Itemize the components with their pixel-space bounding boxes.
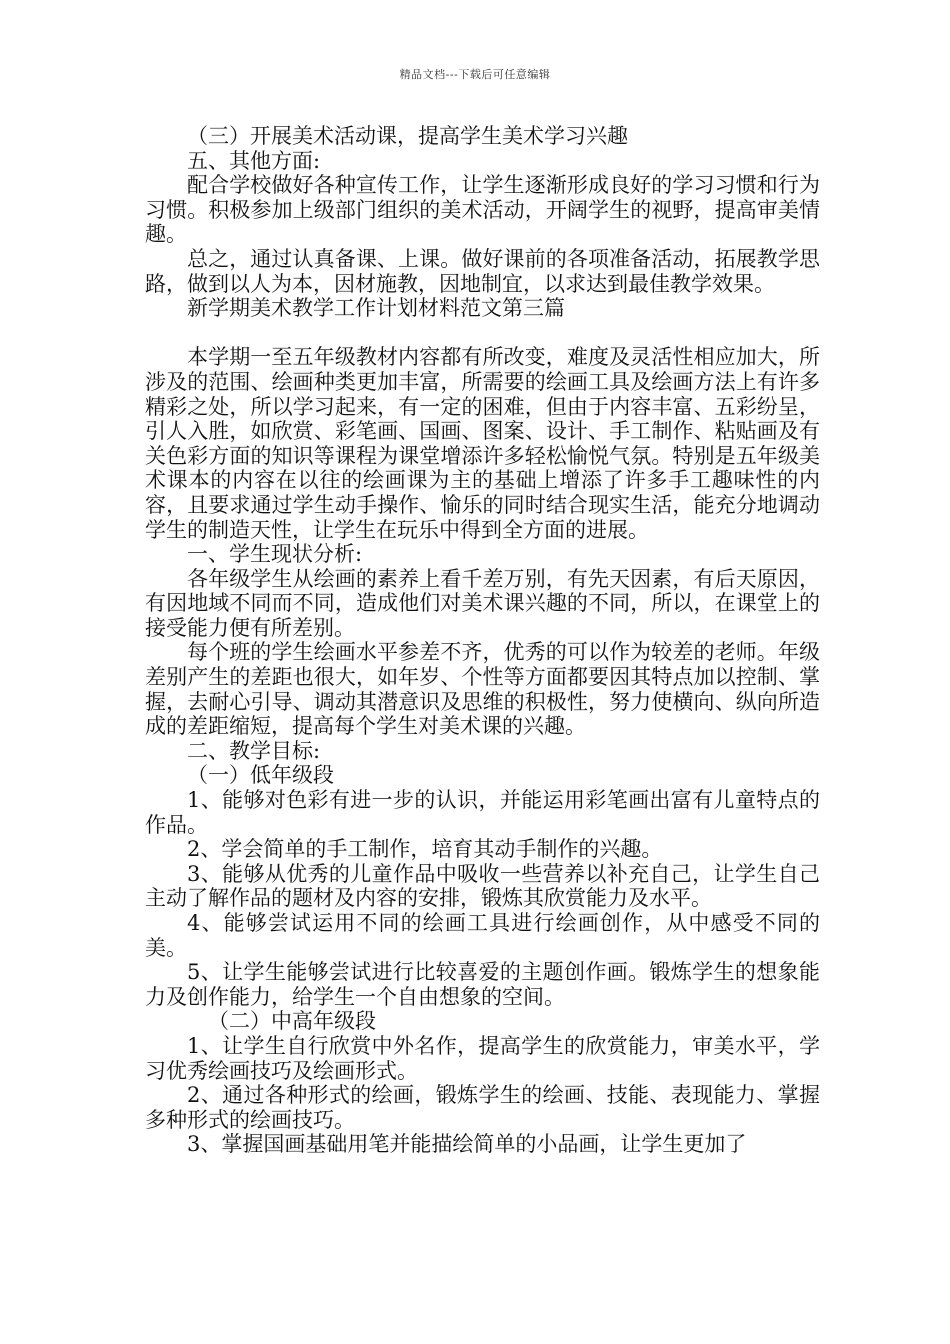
paragraph: 总之，通过认真备课、上课。做好课前的各项准备活动，拓展教学思路，做到以人为本，因材施教，因地制宜，以求达到最佳教学效果。 <box>145 246 820 296</box>
subsection-heading: （二）中高年级段 <box>208 1009 376 1034</box>
document-body <box>145 124 820 1157</box>
list-item: 3、能够从优秀的儿童作品中吸收一些营养以补充自己，让学生自己主动了解作品的题材及内容的安排，锻炼其欣赏能力及水平。 <box>145 861 820 911</box>
list-item: 2、学会简单的手工制作，培育其动手制作的兴趣。 <box>187 837 663 862</box>
paragraph: 配合学校做好各种宣传工作，让学生逐渐形成良好的学习习惯和行为习惯。积极参加上级部门组织的美术活动，开阔学生的视野，提高审美情趣。 <box>145 173 820 247</box>
article-title: 新学期美术教学工作计划材料范文第三篇 <box>187 296 565 321</box>
list-item: 1、让学生自行欣赏中外名作，提高学生的欣赏能力，审美水平，学习优秀绘画技巧及绘画形式。 <box>145 1033 820 1083</box>
list-item: 3、掌握国画基础用笔并能描绘简单的小品画，让学生更加了 <box>187 1132 747 1157</box>
list-item: 5、让学生能够尝试进行比较喜爱的主题创作画。锻炼学生的想象能力及创作能力，给学生一个自由想象的空间。 <box>145 960 820 1009</box>
paragraph: （三）开展美术活动课，提高学生美术学习兴趣 <box>187 124 628 148</box>
paragraph: 各年级学生从绘画的素养上看千差万别，有先天因素，有后天原因，有因地域不同而不同，造成他们对美术课兴趣的不同，所以，在课堂上的接受能力便有所差别。 <box>145 566 820 640</box>
list-item: 1、能够对色彩有进一步的认识，并能运用彩笔画出富有儿童特点的作品。 <box>145 788 820 837</box>
paragraph: 本学期一至五年级教材内容都有所改变，难度及灵活性相应加大，所涉及的范围、绘画种类更加丰富，所需要的绘画工具及绘画方法上有许多精彩之处，所以学习起来，有一定的困难，但由于内容丰富、五彩纷呈，引人入胜，如欣赏、彩笔画、国画、图案、设计、手工制作、粘贴画及有关色彩方面的知识等课程为课堂增添许多轻松愉悦气氛。特别是五年级美术课本的内容在以往的绘画课为主的基础上增添了许多手工趣味性的内容，且要求通过学生动手操作、愉乐的同时结合现实生活，能充分地调动学生的制造天性，让学生在玩乐中得到全方面的进展。 <box>145 345 820 542</box>
subsection-heading: （一）低年级段 <box>187 763 334 788</box>
section-heading: 五、其他方面: <box>187 148 321 173</box>
page-header: 精品文档---下载后可任意编辑 <box>399 68 551 81</box>
section-heading: 一、学生现状分析: <box>187 542 363 567</box>
list-item: 2、通过各种形式的绘画，锻炼学生的绘画、技能、表现能力、掌握多种形式的绘画技巧。 <box>145 1083 820 1132</box>
paragraph: 每个班的学生绘画水平参差不齐，优秀的可以作为较差的老师。年级差别产生的差距也很大，如年岁、个性等方面都要因其特点加以控制、掌握，去耐心引导、调动其潜意识及思维的积极性，努力使横向、纵向所造成的差距缩短，提高每个学生对美术课的兴趣。 <box>145 640 820 739</box>
list-item: 4、能够尝试运用不同的绘画工具进行绘画创作，从中感受不同的美。 <box>145 911 820 960</box>
blank-line <box>145 321 820 346</box>
section-heading: 二、教学目标: <box>187 738 321 763</box>
